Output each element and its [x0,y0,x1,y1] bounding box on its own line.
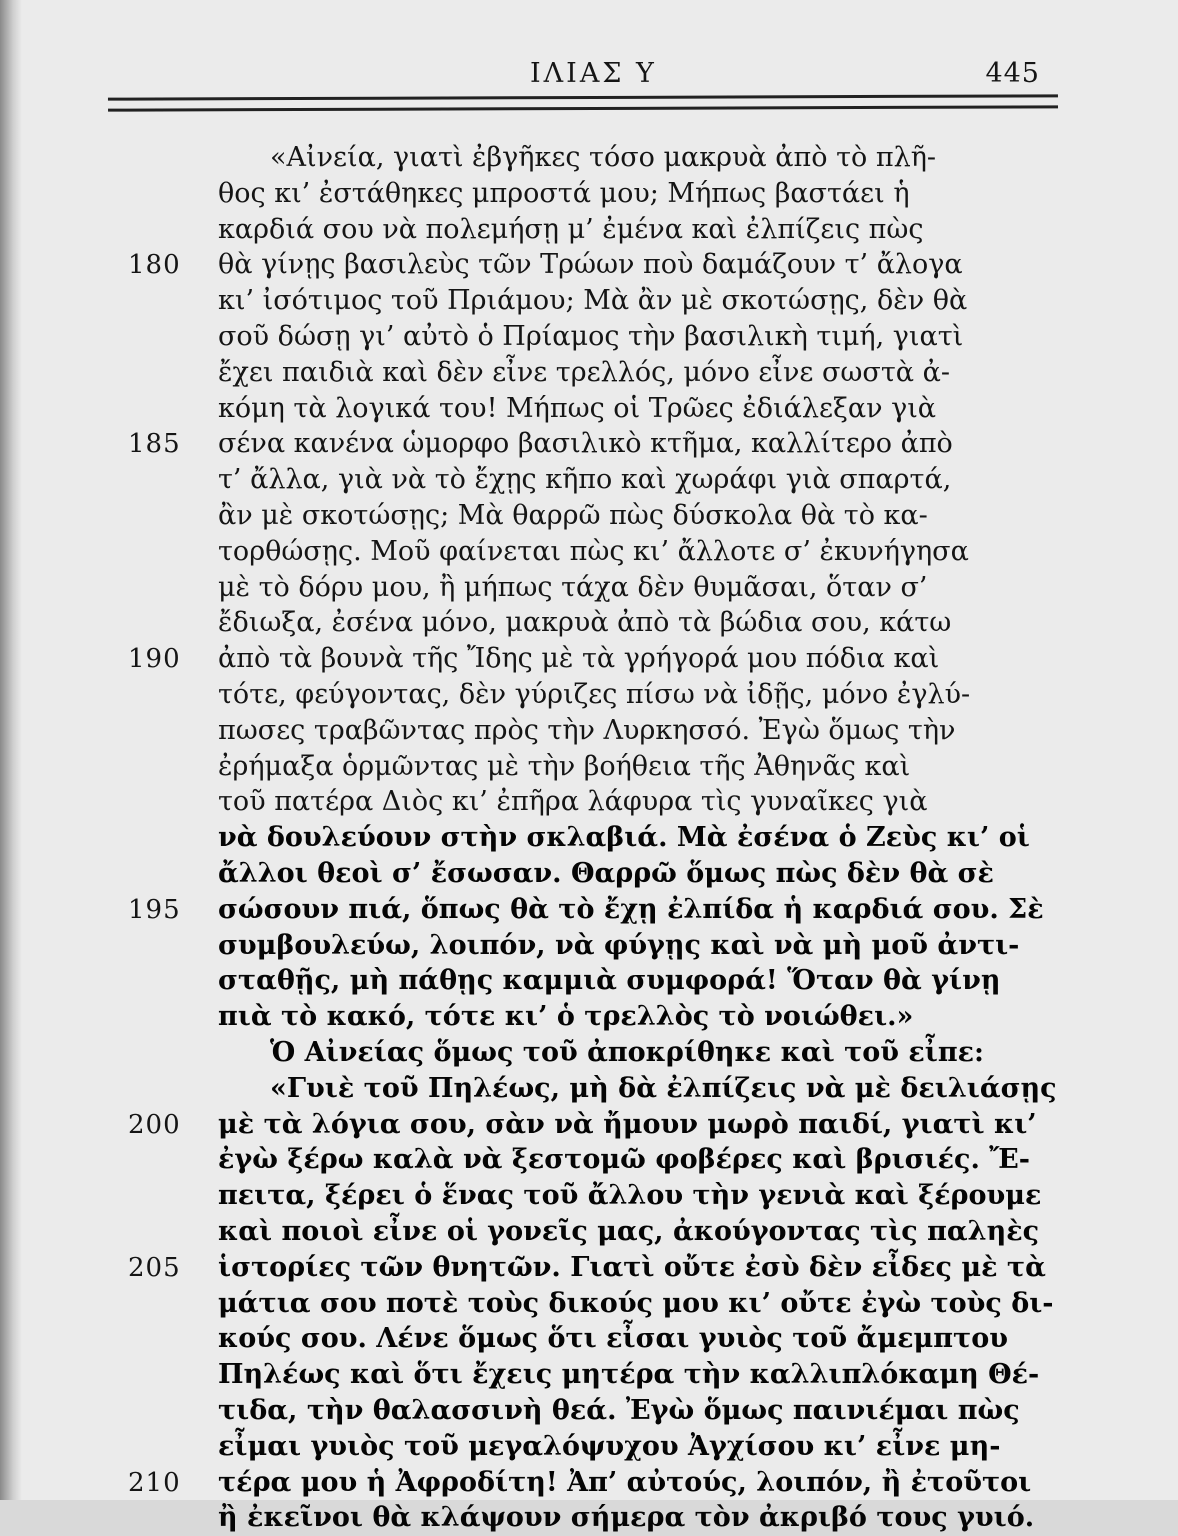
text-line [0,1214,1178,1250]
line-text: ἂν μὲ σκοτώσῃς; Μὰ θαρρῶ πὼς δύσκολα θὰ τὸ κα- [218,500,928,531]
line-text: ἀπὸ τὰ βουνὰ τῆς Ἴδης μὲ τὰ γρήγορά μου πόδια καὶ [218,643,940,675]
header-double-rule [108,94,1058,111]
text-line [0,1393,1178,1429]
line-text: «Αἰνεία, γιατὶ ἐβγῆκες τόσο μακρυὰ ἀπὸ τὸ πλῆ- [270,142,936,173]
line-number: 195 [128,894,181,925]
text-line [0,355,1178,391]
text-line [0,212,1178,248]
line-text: καὶ ποιοὶ εἶνε οἱ γονεῖς μας, ἀκούγοντας τὶς παληὲς [218,1216,1040,1247]
line-text: ἄλλοι θεοὶ σ’ ἔσωσαν. Θαρρῶ ὅμως πὼς δὲν θὰ σὲ [218,858,994,889]
line-text: τιδα, τὴν θαλασσινὴ θεά. Ἐγὼ ὅμως παινιέμαι πὼς [218,1395,1020,1426]
text-line [0,713,1178,749]
text-line [0,1500,1178,1536]
text-line [0,391,1178,427]
line-text: ἱστορίες τῶν θνητῶν. Γιατὶ οὔτε ἐσὺ δὲν εἶδες μὲ τὰ [218,1251,1046,1283]
text-line [0,784,1178,820]
text-line [0,928,1178,964]
text-line [0,498,1178,534]
text-line [0,570,1178,606]
text-line [0,462,1178,498]
text-line [0,963,1178,999]
text-line [0,1321,1178,1357]
text-line [0,641,1178,677]
line-text: τ’ ἄλλα, γιὰ νὰ τὸ ἔχῃς κῆπο καὶ χωράφι γιὰ σπαρτά, [218,464,952,496]
line-text: σοῦ δώσῃ γι’ αὐτὸ ὁ Πρίαμος τὴν βασιλικὴ τιμή, γιατὶ [218,321,964,352]
text-line [0,892,1178,928]
line-number: 180 [128,250,181,281]
page-header [110,52,1060,92]
line-text: κόμη τὰ λογικά του! Μήπως οἱ Τρῶες ἐδιάλεξαν γιὰ [218,392,937,424]
text-line [0,1071,1178,1107]
text-line [0,1250,1178,1286]
line-text: ἐρήμαξα ὁρμῶντας μὲ τὴν βοήθεια τῆς Ἀθηνᾶς καὶ [218,750,911,782]
line-text: τέρα μου ἡ Ἀφροδίτη! Ἀπ’ αὐτούς, λοιπόν, ἢ ἐτοῦτοι [218,1466,1032,1498]
line-text: ἢ ἐκεῖνοι θὰ κλάψουν σήμερα τὸν ἀκριβό τους γυιό. [218,1502,1035,1534]
text-line [0,749,1178,785]
line-number: 205 [128,1252,181,1283]
line-text: τότε, φεύγοντας, δὲν γύριζες πίσω νὰ ἰδῇς, μόνο ἐγλύ- [218,679,971,710]
line-text: σταθῇς, μὴ πάθῃς καμμιὰ συμφορά! Ὅταν θὰ γίνῃ [218,965,1001,997]
text-line [0,856,1178,892]
line-text: Ὁ Αἰνείας ὅμως τοῦ ἀποκρίθηκε καὶ τοῦ εἶπε: [270,1037,985,1068]
line-text: κούς σου. Λένε ὅμως ὅτι εἶσαι γυιὸς τοῦ ἄμεμπτου [218,1323,1008,1355]
line-number: 200 [128,1109,181,1140]
text-line [0,1465,1178,1501]
text-line [0,283,1178,319]
text-line [0,1142,1178,1178]
line-text: ἔχει παιδιὰ καὶ δὲν εἶνε τρελλός, μόνο εἶνε σωστὰ ἀ- [218,356,950,388]
line-text: τοῦ πατέρα Διὸς κι’ ἐπῆρα λάφυρα τὶς γυναῖκες γιὰ [218,786,928,818]
line-text: μὲ τὰ λόγια σου, σὰν νὰ ἤμουν μωρὸ παιδί, γιατὶ κι’ [218,1108,1037,1140]
text-line [0,605,1178,641]
line-text: πιὰ τὸ κακό, τότε κι’ ὁ τρελλὸς τὸ νοιώθει.» [218,1001,914,1033]
text-line [0,999,1178,1035]
text-line [0,1178,1178,1214]
text-line [0,820,1178,856]
line-text: «Γυιὲ τοῦ Πηλέως, μὴ δὰ ἐλπίζεις νὰ μὲ δειλιάσῃς [270,1072,1057,1104]
line-text: θὰ γίνῃς βασιλεὺς τῶν Τρώων ποὺ δαμάζουν τ’ ἄλογα [218,249,963,281]
text-line [0,1107,1178,1143]
page-number: 445 [985,58,1040,89]
line-text: πωσες τραβῶντας πρὸς τὴν Λυρκησσό. Ἐγὼ ὅμως τὴν [218,714,956,746]
line-text: Πηλέως καὶ ὅτι ἔχεις μητέρα τὴν καλλιπλόκαμη Θέ- [218,1359,1040,1391]
text-line [0,319,1178,355]
text-line [0,247,1178,283]
line-text: σένα κανένα ὡμορφο βασιλικὸ κτῆμα, καλλίτερο ἀπὸ [218,428,953,460]
line-text: καρδιά σου νὰ πολεμήσῃ μ’ ἐμένα καὶ ἐλπίζεις πὼς [218,213,924,245]
line-text: συμβουλεύω, λοιπόν, νὰ φύγῃς καὶ νὰ μὴ μοῦ ἀντι- [218,929,1020,961]
line-text: θος κι’ ἐστάθηκες μπροστά μου; Μήπως βαστάει ἡ [218,177,910,209]
line-number: 190 [128,644,181,675]
line-text: τορθώσῃς. Μοῦ φαίνεται πὼς κι’ ἄλλοτε σ’ ἐκυνήγησα [218,535,969,567]
line-number: 210 [128,1467,181,1498]
text-line [0,140,1178,176]
text-line [0,426,1178,462]
line-text: νὰ δουλεύουν στὴν σκλαβιά. Μὰ ἐσένα ὁ Ζεὺς κι’ οἱ [218,822,1030,854]
line-number: 185 [128,429,181,460]
text-line [0,1429,1178,1465]
text-line [0,176,1178,212]
line-text: εἶμαι γυιὸς τοῦ μεγαλόψυχου Ἀγχίσου κι’ εἶνε μη- [218,1430,1001,1462]
line-text: κι’ ἰσότιμος τοῦ Πριάμου; Μὰ ἂν μὲ σκοτώσῃς, δὲν θὰ [218,285,968,317]
text-line [0,1286,1178,1322]
text-line [0,534,1178,570]
line-text: σώσουν πιά, ὅπως θὰ τὸ ἔχῃ ἐλπίδα ἡ καρδιά σου. Σὲ [218,893,1044,925]
text-line [0,677,1178,713]
running-title: ΙΛΙΑΣ Υ [530,58,657,89]
text-line [0,1035,1178,1071]
line-text: πειτα, ξέρει ὁ ἕνας τοῦ ἄλλου τὴν γενιὰ καὶ ξέρουμε [218,1180,1042,1212]
line-text: μάτια σου ποτὲ τοὺς δικούς μου κι’ οὔτε ἐγὼ τοὺς δι- [218,1287,1054,1319]
line-text: μὲ τὸ δόρυ μου, ἢ μήπως τάχα δὲν θυμᾶσαι, ὅταν σ’ [218,571,928,603]
line-text: ἔδιωξα, ἐσένα μόνο, μακρυὰ ἀπὸ τὰ βώδια σου, κάτω [218,607,952,639]
text-line [0,1357,1178,1393]
line-text: ἐγὼ ξέρω καλὰ νὰ ξεστομῶ φοβέρες καὶ βρισιές. Ἔ- [218,1144,1030,1176]
